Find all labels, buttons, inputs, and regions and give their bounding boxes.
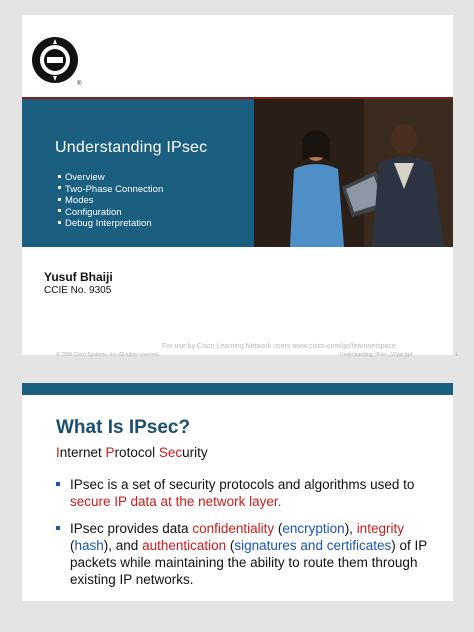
bullet-icon [56, 526, 60, 530]
footer-page-number: 1 [455, 352, 458, 358]
ccie-logo [30, 35, 80, 85]
agenda-list [58, 172, 163, 230]
bullet-icon [58, 221, 61, 224]
slide-2 [22, 383, 453, 601]
presenters-photo [254, 99, 453, 247]
slide-subtitle: Internet Protocol Security [56, 445, 208, 460]
slide-title: What Is IPsec? [56, 417, 191, 438]
footer-filename: Understanding_IPsec_V2ppt.ppt [340, 352, 412, 358]
watermark-text: For use by Cisco Learning Network users www.cisco.com/go/learnnetspace [162, 343, 396, 350]
registered-mark: ® [77, 81, 82, 87]
bullet-list [52, 476, 442, 598]
bullet-icon [58, 198, 61, 201]
agenda-item: Modes [58, 195, 163, 207]
presenter-name: Yusuf Bhaiji [44, 270, 113, 284]
bullet-icon [56, 482, 60, 486]
slide-1 [22, 15, 458, 358]
agenda-item: Debug Interpretation [58, 218, 163, 230]
agenda-item: Overview [58, 172, 163, 184]
footer-copyright: © 2006 Cisco Systems, Inc. All rights reserved. [56, 352, 161, 358]
bullet-icon [58, 209, 61, 212]
bullet-item: IPsec provides data confidentiality (encryption), integrity (hash), and authentication (signatures and certificates) of IP packets while maintaining the ability to route them through existing IP networks. [52, 520, 442, 588]
agenda-item: Two-Phase Connection [58, 184, 163, 196]
slide-title: Understanding IPsec [55, 139, 208, 156]
bullet-item: IPsec is a set of security protocols and algorithms used to secure IP data at the network layer. [52, 476, 442, 510]
presenter-credential: CCIE No. 9305 [44, 285, 112, 296]
bullet-icon [58, 186, 61, 189]
bullet-icon [58, 175, 61, 178]
title-banner [22, 97, 453, 247]
slide-header-bar [22, 383, 453, 395]
agenda-item: Configuration [58, 207, 163, 219]
